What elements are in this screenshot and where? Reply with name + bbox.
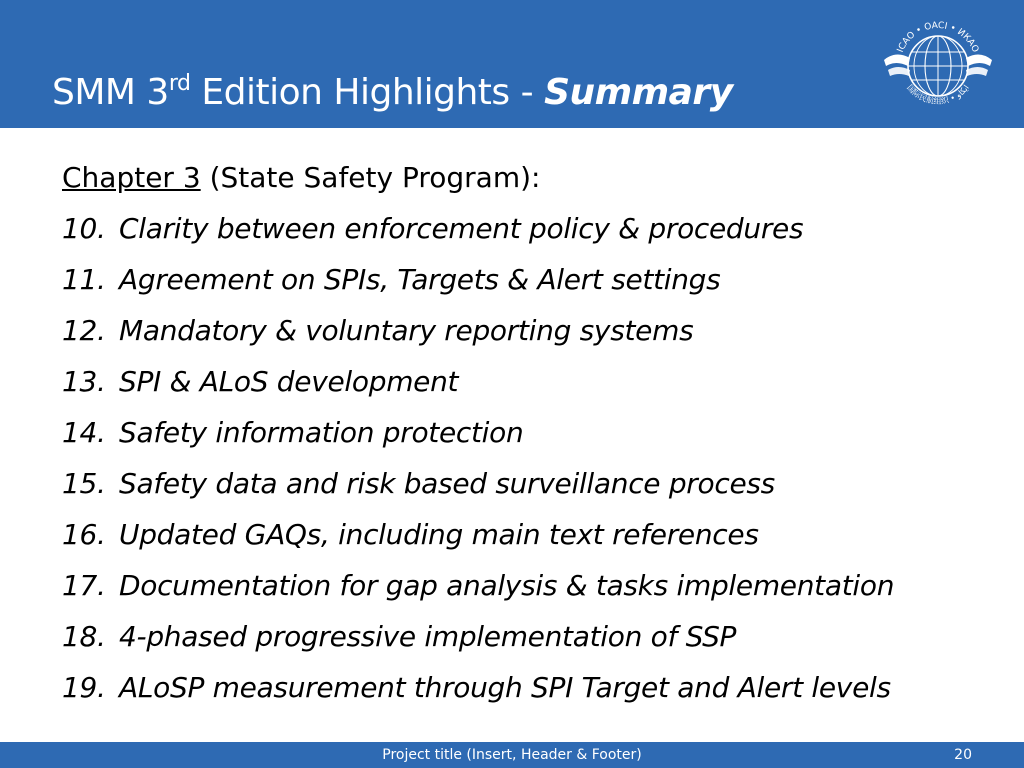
item-number: 13. bbox=[62, 365, 106, 398]
list-item bbox=[62, 311, 1002, 362]
title-middle: Edition Highlights - bbox=[190, 72, 545, 113]
chapter-heading bbox=[62, 158, 1002, 209]
slide-content bbox=[62, 158, 1002, 719]
footer-bar bbox=[0, 742, 1024, 768]
item-text: Mandatory & voluntary reporting systems bbox=[119, 314, 694, 347]
list-item bbox=[62, 464, 1002, 515]
item-number: 12. bbox=[62, 314, 106, 347]
item-number: 15. bbox=[62, 467, 106, 500]
item-text: 4-phased progressive implementation of SSP bbox=[119, 620, 737, 653]
list-item bbox=[62, 362, 1002, 413]
item-number: 19. bbox=[62, 671, 106, 704]
item-number: 16. bbox=[62, 518, 106, 551]
item-text: Safety data and risk based surveillance process bbox=[119, 467, 775, 500]
item-text: Agreement on SPIs, Targets & Alert settings bbox=[119, 263, 721, 296]
list-item bbox=[62, 566, 1002, 617]
page-number: 20 bbox=[954, 747, 972, 763]
item-text: ALoSP measurement through SPI Target and Alert levels bbox=[119, 671, 891, 704]
item-text: Documentation for gap analysis & tasks implementation bbox=[119, 569, 895, 602]
highlights-list bbox=[62, 209, 1002, 719]
logo-text-bottom: 国际民航组织 • ايكاو bbox=[905, 83, 971, 106]
logo-text-top: ICAO • OACI • ИКАО bbox=[895, 20, 981, 55]
chapter-subtitle: (State Safety Program): bbox=[200, 161, 541, 194]
item-text: Safety information protection bbox=[119, 416, 524, 449]
list-item bbox=[62, 668, 1002, 719]
icao-emblem-icon bbox=[878, 8, 998, 120]
item-number: 17. bbox=[62, 569, 106, 602]
item-text: Updated GAQs, including main text references bbox=[119, 518, 759, 551]
list-item bbox=[62, 209, 1002, 260]
title-superscript: rd bbox=[168, 71, 191, 96]
item-number: 10. bbox=[62, 212, 106, 245]
item-number: 18. bbox=[62, 620, 106, 653]
header-bar bbox=[0, 0, 1024, 128]
chapter-link[interactable]: Chapter 3 bbox=[62, 161, 201, 194]
item-text: SPI & ALoS development bbox=[119, 365, 459, 398]
item-text: Clarity between enforcement policy & procedures bbox=[119, 212, 804, 245]
title-prefix: SMM 3 bbox=[52, 72, 169, 113]
list-item bbox=[62, 413, 1002, 464]
list-item bbox=[62, 617, 1002, 668]
item-number: 14. bbox=[62, 416, 106, 449]
item-number: 11. bbox=[62, 263, 106, 296]
title-emphasis: Summary bbox=[544, 72, 733, 113]
slide-title bbox=[52, 72, 733, 113]
list-item bbox=[62, 515, 1002, 566]
list-item bbox=[62, 260, 1002, 311]
footer-project-title: Project title (Insert, Header & Footer) bbox=[382, 747, 642, 763]
